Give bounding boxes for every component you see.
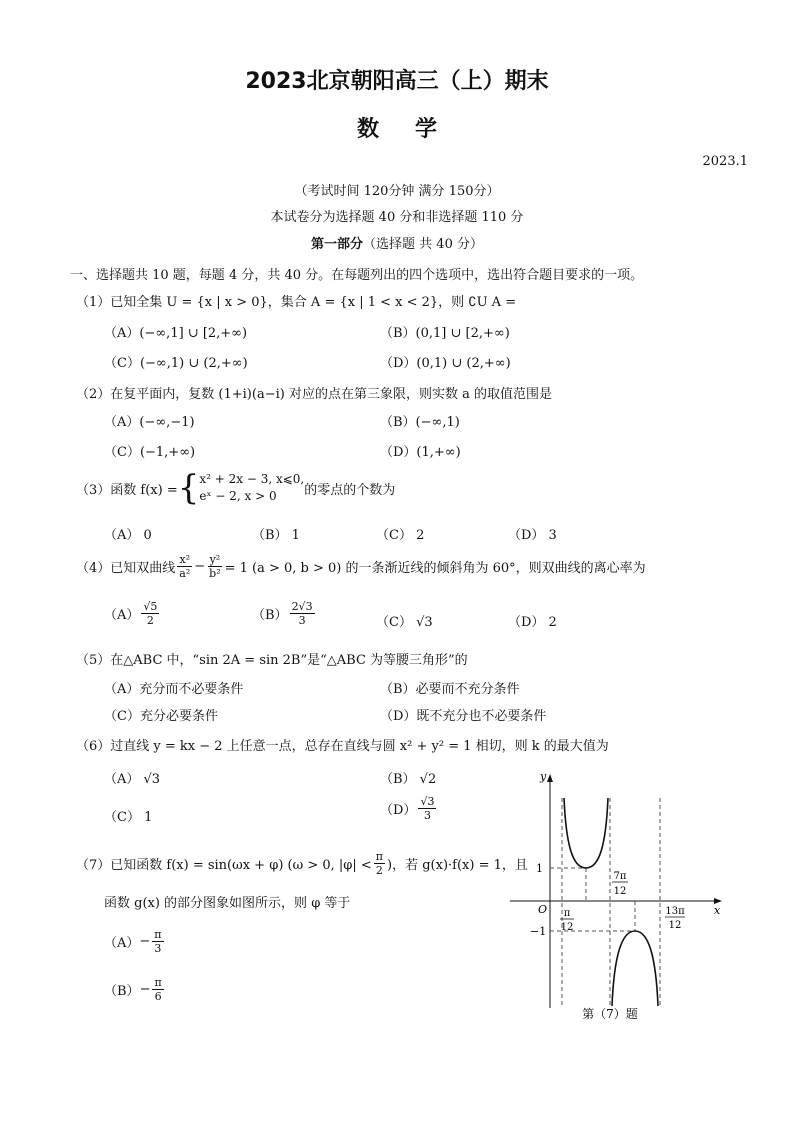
q6-d-fraction — [418, 795, 436, 822]
q2-option-c: （C）(−1,+∞) — [104, 445, 196, 460]
q7-stem-line2: 函数 g(x) 的部分图象如图所示，则 φ 等于 — [104, 896, 351, 911]
q4-frac2-den: b² — [209, 567, 221, 580]
q4-b-label: （B） — [252, 608, 288, 623]
q4-a-label: （A） — [104, 608, 140, 623]
exam-date: 2023.1 — [702, 154, 748, 169]
q5-option-a: （A）充分而不必要条件 — [104, 682, 244, 697]
q5-option-c: （C）充分必要条件 — [104, 709, 218, 724]
q4-a-fraction — [141, 600, 159, 627]
q6-d-num: √3 — [420, 795, 435, 808]
part-note: （选择题 共 40 分） — [363, 237, 483, 252]
q7-frac-num: π — [375, 850, 384, 863]
x-tick-7pi-12 — [612, 871, 628, 897]
q6-option-a: （A） √3 — [104, 772, 161, 787]
q1-option-a: （A）(−∞,1] ∪ [2,+∞) — [104, 326, 248, 341]
q7-graph — [500, 768, 740, 1028]
piecewise-brace: { — [177, 468, 200, 508]
q3-option-a: （A） 0 — [104, 528, 152, 543]
q4-frac1-den: a² — [179, 567, 191, 580]
q3-option-b: （B） 1 — [252, 528, 300, 543]
q1-option-c: （C）(−∞,1) ∪ (2,+∞) — [104, 356, 248, 371]
q3-case-1: x² + 2x − 3, x⩽0, — [199, 472, 305, 486]
q6-d-den: 3 — [423, 809, 431, 822]
q7-a-den: 3 — [154, 942, 162, 955]
q6-option-d — [380, 795, 438, 822]
q7-b-den: 6 — [154, 990, 162, 1003]
q4-option-c: （C） √3 — [376, 615, 433, 630]
y-axis-arrow — [547, 774, 553, 782]
q7-stem — [76, 850, 528, 877]
q6-option-b: （B） √2 — [380, 772, 437, 787]
q2-option-a: （A）(−∞,−1) — [104, 415, 195, 430]
q6-stem: （6）过直线 y = kx − 2 上任意一点，总存在直线与圆 x² + y² = 1 相切，则 k 的最大值为 — [76, 739, 609, 754]
q7-b-label: （B） — [104, 984, 140, 999]
q6-d-label: （D） — [380, 803, 417, 818]
q2-option-b: （B）(−∞,1) — [380, 415, 460, 430]
part-heading — [0, 233, 794, 252]
q4-middle: = 1 (a > 0, b > 0) 的一条渐近线的倾斜角为 60°，则双曲线的离心率为 — [224, 561, 646, 576]
q4-frac1-num: x² — [179, 553, 191, 566]
paper-composition: 本试卷分为选择题 40 分和非选择题 110 分 — [270, 210, 524, 225]
q7-a-fraction — [152, 928, 163, 955]
q4-b-fraction — [290, 600, 315, 627]
origin-label: O — [538, 903, 548, 916]
q4-stem — [76, 553, 646, 580]
x-tick-13pi-12 — [665, 906, 685, 931]
q3-case-2: eˣ − 2, x > 0 — [199, 489, 277, 503]
q5-option-b: （B）必要而不充分条件 — [380, 682, 520, 697]
q3-prefix: （3）函数 f(x) = — [76, 482, 178, 498]
x-tick1-den: 12 — [560, 922, 574, 933]
q7-a-sign: − — [139, 934, 151, 949]
x-axis-label: x — [714, 904, 721, 917]
q7-option-b — [104, 976, 166, 1003]
q5-stem: （5）在△ABC 中，“sin 2A = sin 2B”是“△ABC 为等腰三角形”的 — [76, 653, 468, 668]
q6-option-c: （C） 1 — [104, 810, 153, 825]
q7-option-a — [104, 928, 166, 955]
q4-option-d: （D） 2 — [508, 615, 557, 630]
exam-title: 2023北京朝阳高三（上）期末 — [245, 69, 549, 94]
q7-frac-den: 2 — [375, 864, 383, 877]
figure-caption: 第（7）题 — [582, 1007, 638, 1021]
q4-option-b — [252, 600, 317, 627]
x-tick3-num: 13π — [665, 906, 685, 917]
q1-option-d: （D）(0,1) ∪ (2,+∞) — [380, 356, 511, 371]
q7-a-num: π — [154, 928, 162, 941]
x-tick1-num: π — [563, 908, 571, 919]
x-tick3-den: 12 — [668, 920, 682, 931]
section-instructions: 一、选择题共 10 题，每题 4 分，共 40 分。在每题列出的四个选项中，选出符合题目要求的一项。 — [70, 268, 644, 283]
q7-stem-fraction — [374, 850, 385, 877]
q4-b-den: 3 — [298, 614, 306, 627]
y-axis-label: y — [540, 770, 547, 783]
q7-stem-post: )，若 g(x)·f(x) = 1，且 — [387, 858, 528, 873]
q4-b-num: 2√3 — [291, 600, 313, 613]
exam-info: （考试时间 120分钟 满分 150分） — [294, 184, 500, 199]
q3-option-d: （D） 3 — [508, 528, 557, 543]
q4-frac2-num: y² — [209, 553, 221, 566]
x-tick2-num: 7π — [613, 871, 627, 882]
q4-a-num: √5 — [143, 600, 158, 613]
q5-option-d: （D）既不充分也不必要条件 — [380, 709, 547, 724]
q4-fraction-x — [177, 553, 192, 580]
q4-fraction-y — [207, 553, 222, 580]
q1-stem: （1）已知全集 U = {x | x > 0}，集合 A = {x | 1 < x < 2}，则 ∁U A = — [76, 295, 517, 310]
x-tick2-den: 12 — [613, 886, 627, 897]
piecewise-cases — [199, 471, 304, 505]
part-title: 第一部分 — [311, 237, 364, 252]
q7-b-num: π — [154, 976, 162, 989]
q3-stem — [76, 468, 396, 508]
subject-title: 数学 — [356, 117, 473, 142]
q1-option-b: （B）(0,1] ∪ [2,+∞) — [380, 326, 510, 341]
q3-suffix: 的零点的个数为 — [304, 482, 396, 498]
y-tick-neg1: −1 — [530, 925, 547, 938]
q7-b-sign: − — [139, 982, 151, 997]
q2-stem: （2）在复平面内，复数 (1+i)(a−i) 对应的点在第三象限，则实数 a 的取值范围是 — [76, 387, 552, 402]
q7-b-fraction — [152, 976, 163, 1003]
q2-option-d: （D）(1,+∞) — [380, 445, 461, 460]
curve-lower — [612, 931, 658, 1006]
q7-a-label: （A） — [104, 936, 140, 951]
y-tick-1: 1 — [536, 862, 543, 875]
curve-upper — [564, 798, 608, 868]
q4-prefix: （4）已知双曲线 — [76, 561, 176, 576]
q7-stem-pre: （7）已知函数 f(x) = sin(ωx + φ) (ω > 0, |φ| < — [76, 858, 372, 873]
q4-option-a — [104, 600, 161, 627]
q4-a-den: 2 — [146, 614, 154, 627]
q3-option-c: （C） 2 — [376, 528, 425, 543]
q4-minus: − — [194, 559, 206, 574]
